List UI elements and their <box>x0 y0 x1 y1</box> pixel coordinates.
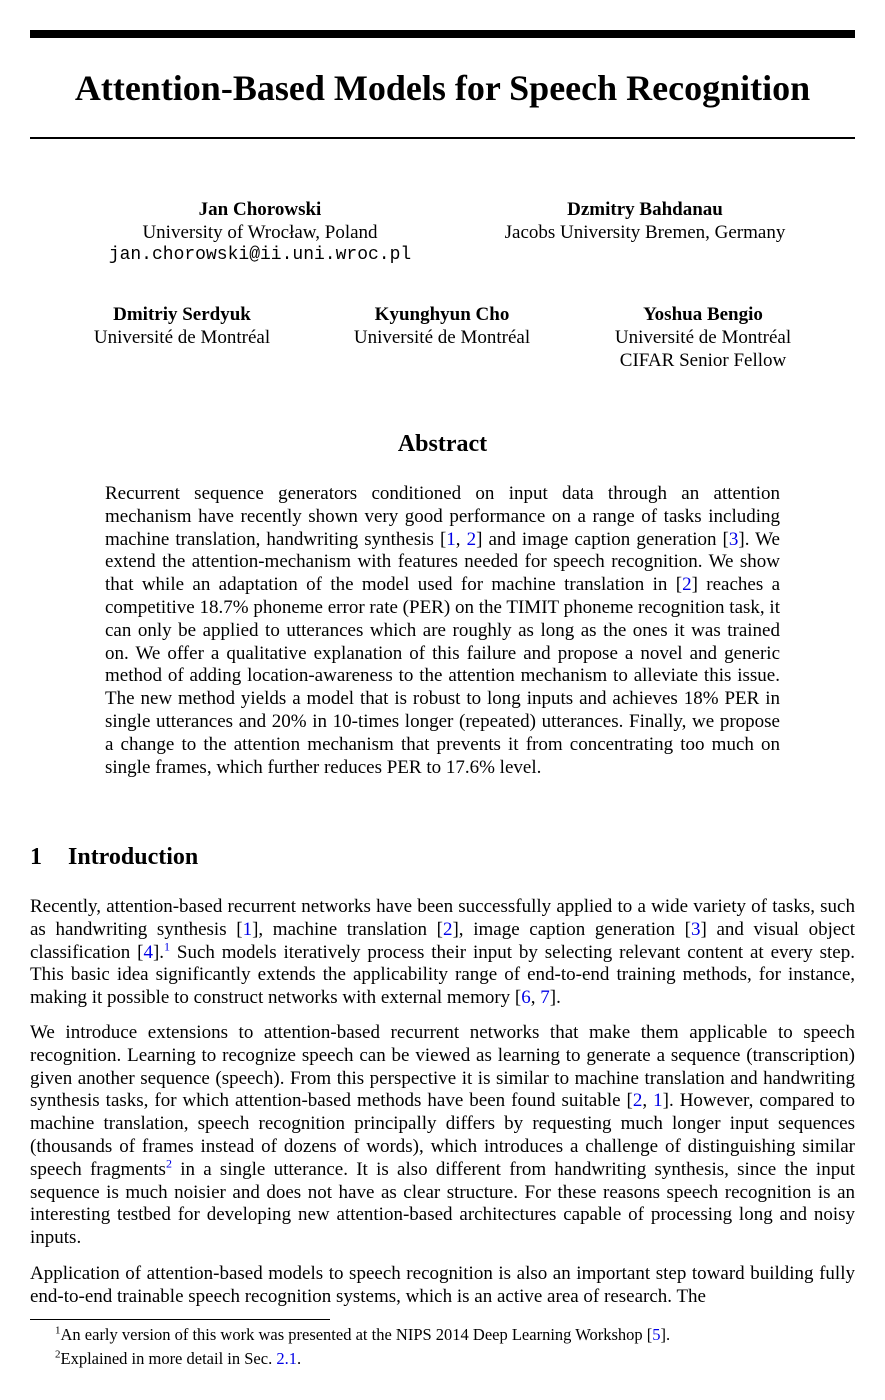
citation-link[interactable]: 3 <box>691 918 701 940</box>
section-heading-introduction <box>30 842 198 872</box>
title-top-rule <box>30 30 855 38</box>
intro-paragraph-2: We introduce extensions to attention-based recurrent networks that make them applicable to speech recognition. Learning to recognize speech can be viewed as learning to generate a sequence (transcription) given another sequence (speech). From this perspective it is similar to machine translation and handwriting synthesis tasks, for which attention-based methods have been found suitable [2, 1]. However, compared to machine translation, speech recognition principally differs by requesting much longer input sequences (thousands of frames instead of dozens of words), which introduces a challenge of distinguishing similar speech fragments$^2$ in a single utterance. It is also different from handwriting synthesis, since the input sequence is much noisier and does not have as clear structure. For these reasons speech recognition is an interesting testbed for developing new attention-based architectures capable of processing long and noisy inputs. <box>30 1022 856 1249</box>
author-affiliation: Université de Montréal <box>93 327 271 348</box>
author-affiliation-secondary: CIFAR Senior Fellow <box>619 350 787 371</box>
footnote-divider <box>30 1319 330 1320</box>
citation-link[interactable]: 7 <box>540 987 550 1009</box>
footnote-2: $^2$Explained in more detail in Sec. 2.1. <box>55 1348 302 1368</box>
citation-link[interactable]: 2 <box>632 1090 643 1112</box>
citation-link[interactable]: 1 <box>446 528 456 550</box>
author-affiliation: University of Wrocław, Poland <box>142 222 378 243</box>
author-email[interactable]: jan.chorowski@ii.uni.wroc.pl <box>108 245 412 265</box>
citation-link[interactable]: 2 <box>682 574 692 596</box>
footnote-mark: 2 <box>55 1348 61 1361</box>
citation-link[interactable]: 6 <box>521 987 531 1009</box>
paper-title: Attention-Based Models for Speech Recognition <box>74 68 811 108</box>
section-number: 1 <box>30 844 42 870</box>
author-block-chorowski <box>80 198 440 267</box>
abstract-text: Recurrent sequence generators conditioned on input data through an attention mechanism have recently shown very good performance on a range of tasks including machine translation, handwriting synthesis [1, 2] and image caption generation [3]. We extend the attention-mechanism with features needed for speech recognition. We show that while an adaptation of the model used for machine translation in [2] reaches a competitive 18.7% phoneme error rate (PER) on the TIMIT phoneme recognition task, it can only be applied to utterances which are roughly as long as the ones it was trained on. We offer a qualitative explanation of this failure and propose a novel and generic method of adding location-awareness to the attention mechanism to alleviate this issue. The new method yields a model that is robust to long inputs and achieves 18% PER in single utterances and 20% in 10-times longer (repeated) utterances. Finally, we propose a change to the attention mechanism that prevents it from concentrating too much on single frames, which further reduces PER to 17.6% level. <box>105 483 780 778</box>
footnote-marker[interactable]: 1 <box>164 939 171 954</box>
citation-link[interactable]: 2 <box>442 918 453 940</box>
citation-link[interactable]: 2 <box>466 528 477 550</box>
author-affiliation: Université de Montréal <box>353 327 531 348</box>
author-block-cho <box>322 303 562 349</box>
intro-paragraph-1: Recently, attention-based recurrent networks have been successfully applied to a wide variety of tasks, such as handwriting synthesis [1], machine translation [2], image caption generation [3] and visual object classification [4].$^1$ Such models iteratively process their input by selecting relevant content at every step. This basic idea significantly extends the applicability range of end-to-end training methods, for instance, making it possible to construct networks with external memory [6, 7]. <box>30 896 855 1009</box>
intro-paragraph-3: Application of attention-based models to speech recognition is also an important step toward building fully end-to-end trainable speech recognition systems, which is an active area of research. The <box>30 1263 855 1307</box>
footnote-marker[interactable]: 2 <box>165 1156 172 1171</box>
author-affiliation: Université de Montréal <box>614 327 792 348</box>
section-reference-link[interactable]: 2.1 <box>276 1349 297 1368</box>
author-name: Kyunghyun Cho <box>374 304 510 325</box>
citation-link[interactable]: 1 <box>242 918 253 940</box>
footnote-1: $^1$An early version of this work was presented at the NIPS 2014 Deep Learning Workshop [5]. <box>55 1324 671 1344</box>
author-block-bengio <box>583 303 823 372</box>
abstract-heading: Abstract <box>397 431 488 457</box>
author-name: Jan Chorowski <box>198 199 322 220</box>
author-name: Yoshua Bengio <box>643 304 763 325</box>
footnote-mark: 1 <box>55 1324 61 1337</box>
section-title-text: Introduction <box>68 844 199 870</box>
author-affiliation: Jacobs University Bremen, Germany <box>504 222 786 243</box>
author-block-bahdanau <box>480 198 810 244</box>
author-name: Dmitriy Serdyuk <box>113 304 251 325</box>
title-bottom-rule <box>30 137 855 139</box>
citation-link[interactable]: 5 <box>652 1325 661 1344</box>
citation-link[interactable]: 1 <box>653 1090 663 1112</box>
citation-link[interactable]: 4 <box>143 941 153 963</box>
citation-link[interactable]: 3 <box>728 528 739 550</box>
author-block-serdyuk <box>62 303 302 349</box>
author-name: Dzmitry Bahdanau <box>567 199 723 220</box>
